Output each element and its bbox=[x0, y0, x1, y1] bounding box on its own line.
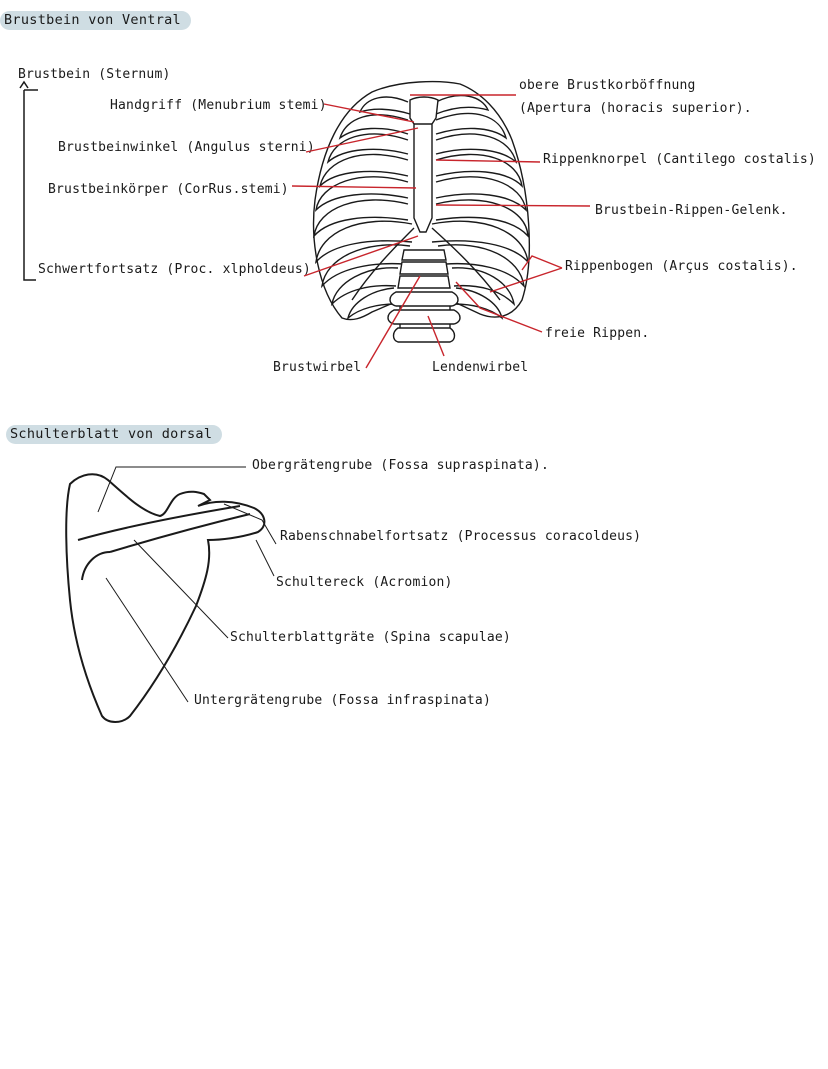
label-rabenschnabelfortsatz: Rabenschnabelfortsatz (Processus coracoldeus) bbox=[280, 529, 642, 544]
leader-lines-scapula bbox=[98, 467, 276, 702]
label-brustbein-rippen-gelenk: Brustbein-Rippen-Gelenk. bbox=[595, 203, 788, 218]
sternum-bracket bbox=[20, 82, 38, 280]
label-rippenknorpel: Rippenknorpel (Cantilego costalis) bbox=[543, 152, 816, 167]
label-brustbeinwinkel: Brustbeinwinkel (Angulus sterni) bbox=[58, 140, 315, 155]
label-freie-rippen: freie Rippen. bbox=[545, 326, 650, 341]
label-schultereck: Schultereck (Acromion) bbox=[276, 575, 453, 590]
label-obergraetengrube: Obergrätengrube (Fossa supraspinata). bbox=[252, 458, 549, 473]
label-untergraetengrube: Untergrätengrube (Fossa infraspinata) bbox=[194, 693, 491, 708]
label-lendenwirbel: Lendenwirbel bbox=[432, 360, 529, 375]
section-heading-scapula: Schulterblatt von dorsal bbox=[6, 425, 222, 444]
label-apertura: (Apertura (horacis superior). bbox=[519, 101, 752, 116]
label-brustwirbel: Brustwirbel bbox=[273, 360, 362, 375]
label-schulterblattgraete: Schulterblattgräte (Spina scapulae) bbox=[230, 630, 511, 645]
label-obere-brustkorboeffnung: obere Brustkorböffnung bbox=[519, 78, 696, 93]
label-brustbeinkoerper: Brustbeinkörper (CorRus.stemi) bbox=[48, 182, 289, 197]
section-heading-sternum: Brustbein von Ventral bbox=[0, 11, 191, 30]
rib-cage-illustration bbox=[314, 82, 530, 342]
label-schwertfortsatz: Schwertfortsatz (Proc. xlpholdeus) bbox=[38, 262, 311, 277]
label-handgriff: Handgriff (Menubrium stemi) bbox=[110, 98, 327, 113]
label-rippenbogen: Rippenbogen (Arçus costalis). bbox=[565, 259, 798, 274]
scapula-illustration bbox=[66, 474, 264, 722]
sternum-title: Brustbein (Sternum) bbox=[18, 67, 171, 82]
